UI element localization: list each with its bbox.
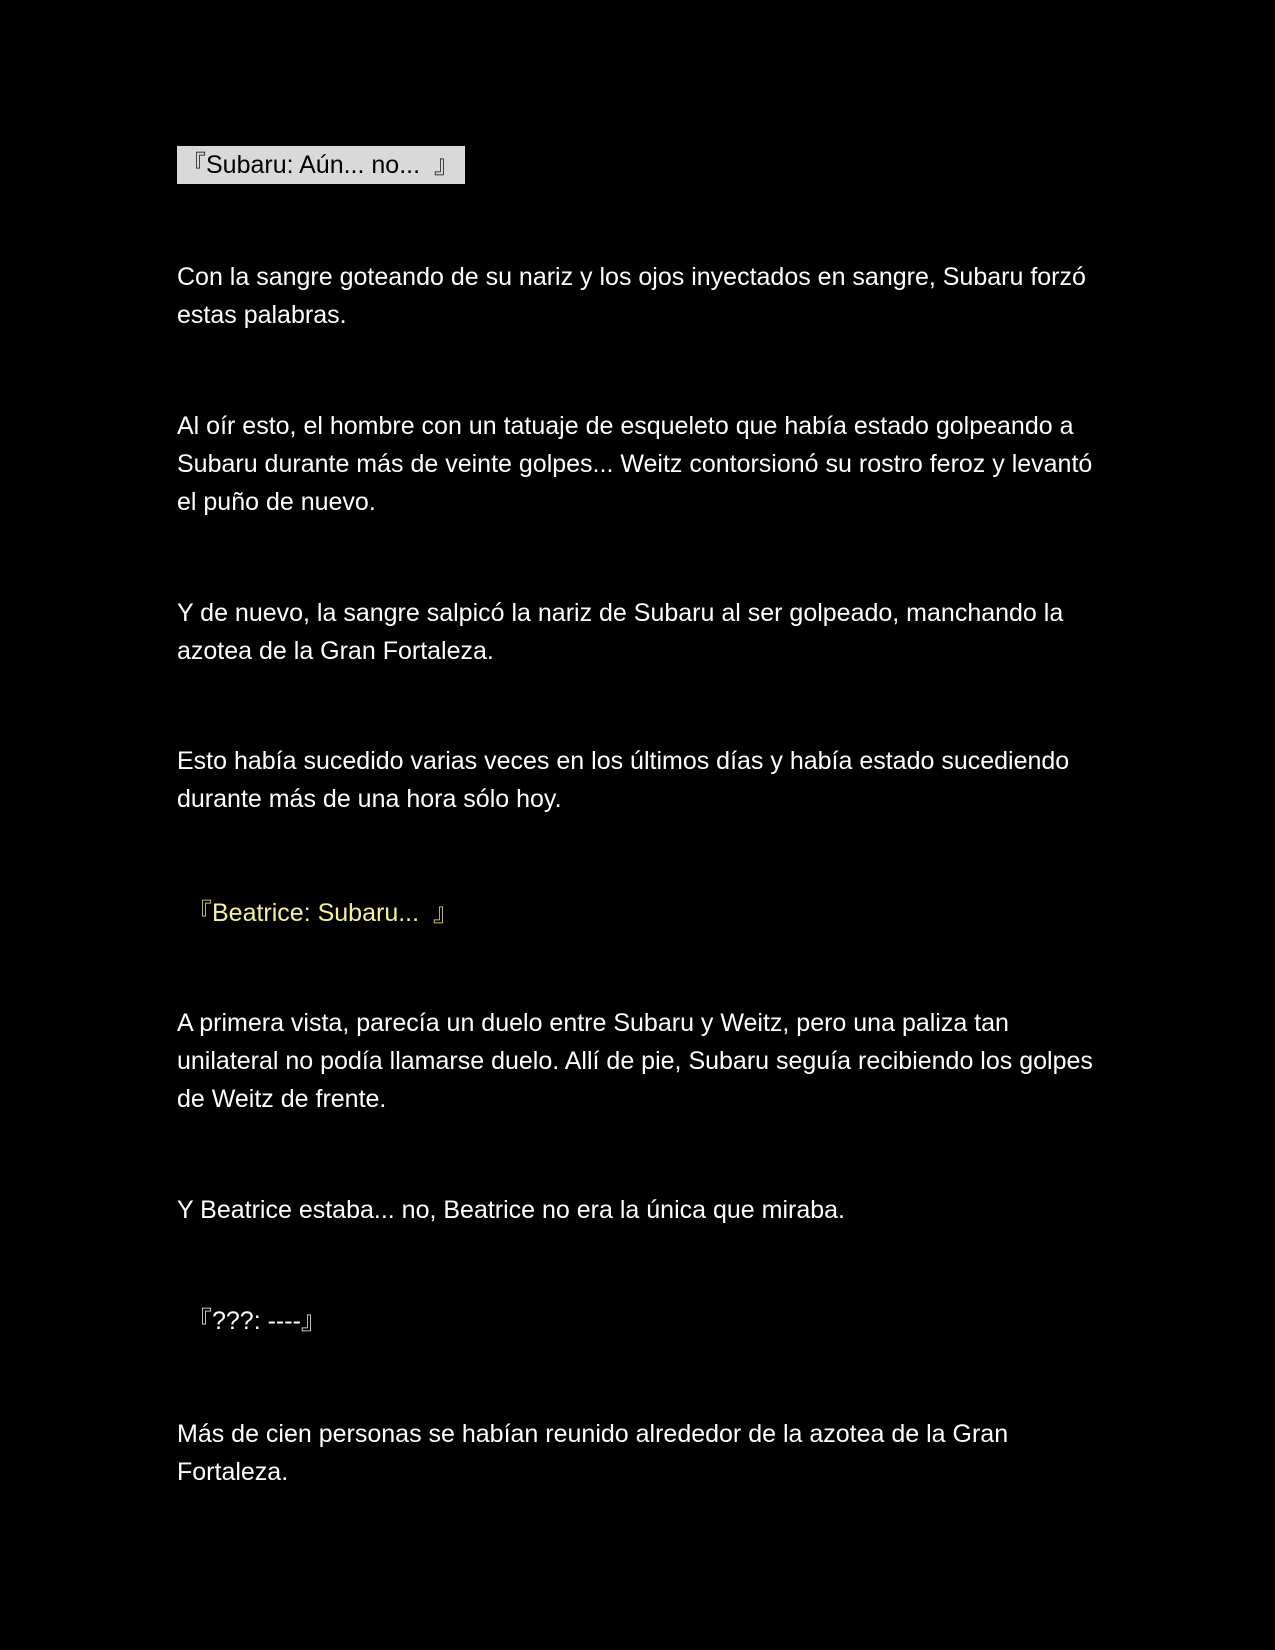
dialogue-subaru xyxy=(177,146,1107,184)
paragraph-7: Más de cien personas se habían reunido alrededor de la azotea de la Gran Fortaleza. xyxy=(177,1420,1009,1486)
dialogue-beatrice: 『Beatrice: Subaru... 』 xyxy=(187,899,458,927)
paragraph-1: Con la sangre goteando de su nariz y los ojos inyectados en sangre, Subaru forzó estas palabras. xyxy=(177,263,1086,329)
paragraph-6: Y Beatrice estaba... no, Beatrice no era la única que miraba. xyxy=(177,1196,845,1224)
paragraph-2: Al oír esto, el hombre con un tatuaje de esqueleto que había estado golpeando a Subaru durante más de veinte golpes... Weitz contorsionó su rostro feroz y levantó el puño de nuevo. xyxy=(177,412,1093,516)
dialogue-unknown: 『???: ----』 xyxy=(187,1307,326,1335)
highlighted-dialogue: 『Subaru: Aún... no... 』 xyxy=(177,146,465,184)
paragraph-3: Y de nuevo, la sangre salpicó la nariz de Subaru al ser golpeado, manchando la azotea de la Gran Fortaleza. xyxy=(177,599,1064,665)
paragraph-5: A primera vista, parecía un duelo entre Subaru y Weitz, pero una paliza tan unilateral no podía llamarse duelo. Allí de pie, Subaru seguía recibiendo los golpes de Weitz de frente. xyxy=(177,1009,1093,1113)
paragraph-4: Esto había sucedido varias veces en los últimos días y había estado sucediendo durante más de una hora sólo hoy. xyxy=(177,747,1070,813)
